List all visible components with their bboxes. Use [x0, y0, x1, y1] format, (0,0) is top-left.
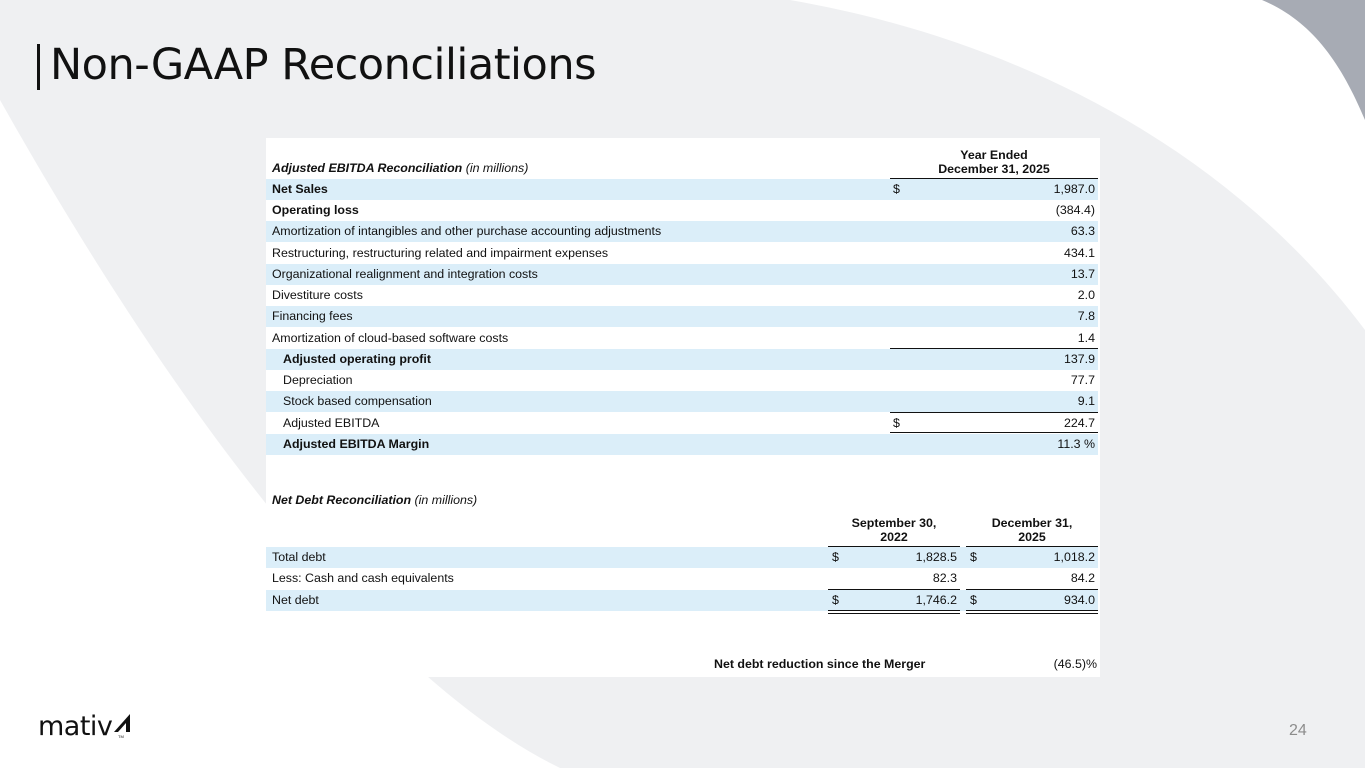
row-value: 13.7 — [1070, 267, 1095, 281]
ebitda-table-title — [272, 158, 528, 179]
row-value: 2.0 — [1077, 288, 1095, 302]
table-row — [266, 568, 1098, 589]
page-title: Non-GAAP Reconciliations — [50, 40, 596, 90]
row-value: 1,987.0 — [1053, 182, 1095, 196]
net-debt-reduction-value: (46.5)% — [1053, 657, 1097, 671]
dollar-sign: $ — [970, 593, 977, 607]
row-value: 9.1 — [1077, 394, 1095, 408]
row-label: Less: Cash and cash equivalents — [272, 571, 454, 585]
row-value: 224.7 — [1063, 416, 1095, 430]
col1-header-line1: September 30, — [851, 516, 937, 530]
row-value: 434.1 — [1063, 246, 1095, 260]
col1-double-rule-bottom — [828, 613, 960, 614]
net-debt-reduction-label: Net debt reduction since the Merger — [714, 657, 926, 671]
net-debt-title-suffix: (in millions) — [414, 493, 478, 507]
row-label: Net debt — [272, 593, 319, 607]
table-row — [266, 200, 1098, 221]
row-value-col2: 934.0 — [1063, 593, 1095, 607]
row-label: Operating loss — [272, 203, 359, 217]
logo-trademark: TM — [118, 734, 124, 739]
row-label: Financing fees — [272, 309, 353, 323]
ebitda-column-header — [890, 148, 1098, 176]
table-row — [266, 221, 1098, 242]
net-debt-col2-header — [966, 516, 1098, 544]
ebitda-title-bold: Adjusted EBITDA Reconciliation — [272, 161, 463, 175]
row-value-col1: 1,746.2 — [915, 593, 957, 607]
row-label: Organizational realignment and integration costs — [272, 267, 538, 281]
row-label: Adjusted EBITDA — [283, 416, 380, 430]
col2-header-line1: December 31, — [991, 516, 1073, 530]
row-value: 11.3 % — [1057, 437, 1095, 451]
table-row — [266, 547, 1098, 568]
table-row — [266, 370, 1098, 391]
dollar-sign: $ — [893, 416, 900, 430]
logo-check-mark-icon — [112, 712, 132, 732]
page-number: 24 — [1289, 722, 1307, 739]
row-value-col2: 1,018.2 — [1053, 550, 1095, 564]
table-row — [266, 328, 1098, 349]
row-label: Stock based compensation — [283, 394, 432, 408]
row-label: Depreciation — [283, 373, 353, 387]
ebitda-title-suffix: (in millions) — [465, 161, 529, 175]
col1-double-rule-top — [828, 610, 960, 611]
net-debt-title-bold: Net Debt Reconciliation — [272, 493, 412, 507]
dollar-sign: $ — [970, 550, 977, 564]
table-row — [266, 285, 1098, 306]
table-row — [266, 413, 1098, 434]
col2-double-rule-top — [966, 610, 1098, 611]
logo-wordmark: mativ — [38, 711, 113, 742]
dollar-sign: $ — [832, 550, 839, 564]
row-label: Adjusted EBITDA Margin — [283, 437, 430, 451]
table-row — [266, 391, 1098, 412]
row-label: Net Sales — [272, 182, 328, 196]
table-row — [266, 349, 1098, 370]
row-value: 1.4 — [1077, 331, 1095, 345]
table-row — [266, 179, 1098, 200]
row-value: (384.4) — [1055, 203, 1095, 217]
table-row — [266, 264, 1098, 285]
row-value-col1: 82.3 — [932, 571, 957, 585]
dollar-sign: $ — [893, 182, 900, 196]
table-row — [266, 243, 1098, 264]
row-value-col1: 1,828.5 — [915, 550, 957, 564]
reconciliation-panel — [266, 138, 1100, 677]
dollar-sign: $ — [832, 593, 839, 607]
double-rule-top — [890, 432, 1098, 433]
col1-header-line2: 2022 — [880, 530, 908, 544]
row-label: Adjusted operating profit — [283, 352, 431, 366]
row-label: Amortization of intangibles and other purchase accounting adjustments — [272, 224, 662, 238]
net-debt-table-title — [272, 490, 477, 511]
title-accent-bar — [37, 44, 40, 90]
col2-double-rule-bottom — [966, 613, 1098, 614]
row-value: 7.8 — [1077, 309, 1095, 323]
row-value: 77.7 — [1070, 373, 1095, 387]
row-value: 63.3 — [1070, 224, 1095, 238]
row-label: Total debt — [272, 550, 326, 564]
table-row — [266, 306, 1098, 327]
net-debt-col1-header — [828, 516, 960, 544]
row-value-col2: 84.2 — [1070, 571, 1095, 585]
table-row — [266, 434, 1098, 455]
row-label: Restructuring, restructuring related and impairment expenses — [272, 246, 609, 260]
ebitda-col-header-line1: Year Ended — [960, 148, 1028, 162]
ebitda-col-header-line2: December 31, 2025 — [938, 162, 1050, 176]
row-label: Amortization of cloud-based software costs — [272, 331, 509, 345]
row-label: Divestiture costs — [272, 288, 363, 302]
row-value: 137.9 — [1063, 352, 1095, 366]
col2-header-line2: 2025 — [1018, 530, 1046, 544]
table-row — [266, 590, 1098, 611]
